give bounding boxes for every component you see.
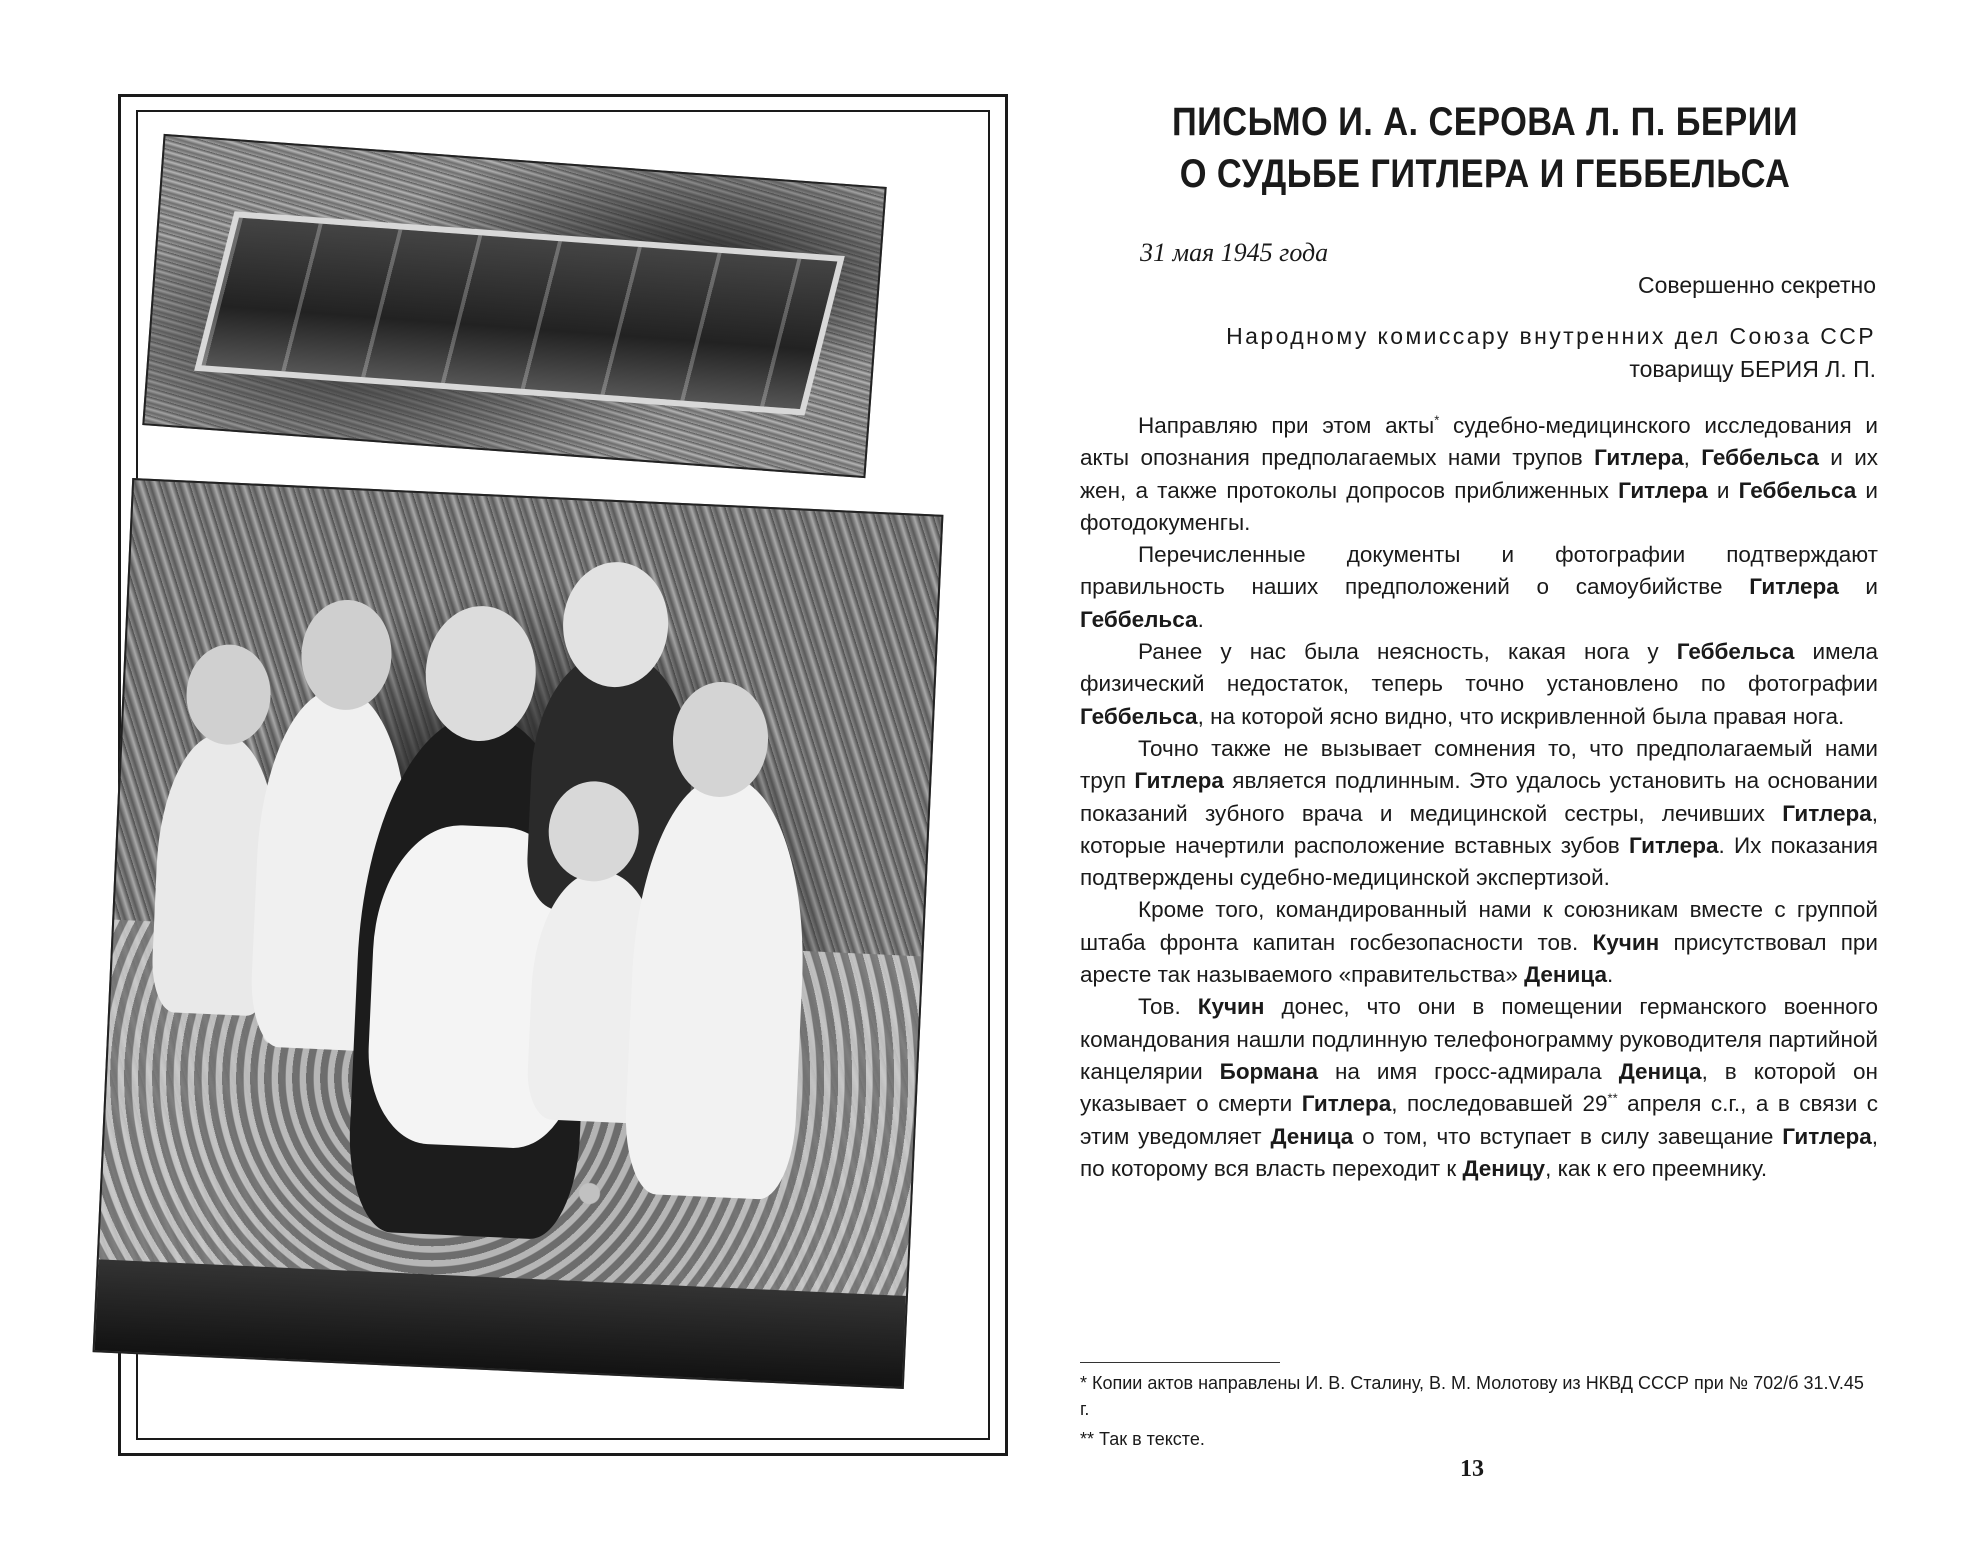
bold-name: Геббельса: [1738, 477, 1857, 503]
figure-mother-head: [423, 604, 539, 744]
text-run: имела физический недостаток, теперь точно установлено по фотографии: [1080, 639, 1878, 697]
body-paragraph: [1080, 636, 1878, 733]
bold-name: Геббельса: [1701, 445, 1819, 471]
bold-name: Гитлера: [1134, 768, 1224, 794]
footnote-mark: **: [1607, 1090, 1618, 1106]
bold-name: Деница: [1524, 962, 1607, 988]
bold-name: Деницу: [1462, 1155, 1546, 1181]
bold-name: Гитлера: [1594, 445, 1684, 471]
document-title: [1120, 96, 1851, 200]
bold-name: Гитлера: [1618, 477, 1708, 503]
text-run: присутствовал при аресте так называемого «правительства»: [1080, 929, 1879, 988]
text-run: о том, что вступает в силу завещание: [1353, 1123, 1783, 1149]
text-run: , в которой он указывает о смерти: [1080, 1058, 1878, 1117]
text-run: .: [1197, 606, 1204, 632]
body-paragraph: [1080, 733, 1878, 894]
bold-name: Гитлера: [1628, 832, 1719, 858]
bold-name: Деница: [1270, 1123, 1354, 1149]
footnote-1: * Копии актов направлены И. В. Сталину, В. М. Молотову из НКВД СССР при № 702/б 31.V.45 г.: [1080, 1373, 1864, 1419]
addressee-line-1: Народному комиссару внутренних дел Союза ССР: [1226, 323, 1876, 349]
bold-name: Гитлера: [1782, 1123, 1872, 1149]
text-run: Ранее у нас была неясность, какая нога у: [1138, 639, 1677, 665]
photo-family-portrait: [93, 478, 944, 1389]
text-run: и фотодокуменгы.: [1080, 477, 1879, 535]
bold-name: Кучин: [1592, 929, 1660, 955]
text-run: ,: [1683, 445, 1702, 471]
body-paragraph: [1080, 991, 1878, 1185]
text-run: Кроме того, командированный нами к союзникам вместе с группой штаба фронта капитан госбезопасности тов.: [1080, 897, 1878, 955]
text-run: и: [1707, 477, 1739, 503]
addressee-line-2: товарищу БЕРИЯ Л. П.: [1629, 356, 1876, 382]
classification-stamp: Совершенно секретно: [1638, 272, 1876, 298]
title-line-2: О СУДЬБЕ ГИТЛЕРА И ГЕББЕЛЬСА: [1179, 152, 1791, 196]
bold-name: Геббельса: [1676, 639, 1795, 665]
text-run: , которые начертили расположение вставных зубов: [1080, 800, 1878, 858]
bold-name: Кучин: [1197, 994, 1265, 1020]
text-run: Направляю при этом акты: [1138, 413, 1435, 438]
text-run: на имя гросс-адмирала: [1317, 1058, 1619, 1084]
letter-date: 31 мая 1945 года: [1140, 238, 1329, 267]
text-run: Перечисленные документы и фотографии подтверждают правильность наших предположений о самоубийстве: [1080, 542, 1878, 600]
text-run: , по которому вся власть переходит к: [1080, 1123, 1878, 1181]
text-run: , на которой ясно видно, что искривленной была правая нога.: [1197, 703, 1845, 729]
footnote-divider: [1080, 1362, 1280, 1363]
crate-shape: [194, 211, 845, 415]
addressee-block: [1046, 320, 1876, 386]
footnotes: [1080, 1370, 1878, 1456]
text-run: и их жен, а также протоколы допросов приближенных: [1080, 445, 1879, 503]
bold-name: Гитлера: [1749, 574, 1839, 600]
bold-name: Геббельса: [1080, 703, 1198, 729]
text-run: Тов.: [1138, 994, 1198, 1020]
text-run: апреля с.г., а в связи с этим уведомляет: [1080, 1091, 1879, 1149]
text-run: Точно также не вызывает сомнения то, что предполагаемый нами труп: [1080, 735, 1878, 794]
text-run: , как к его преемнику.: [1545, 1155, 1768, 1181]
bold-name: Деница: [1618, 1058, 1702, 1084]
text-run: донес, что они в помещении германского военного командования нашли подлинную телефонограмму руководителя партийной канцелярии: [1080, 994, 1878, 1084]
text-run: и: [1838, 574, 1878, 600]
page-number: 13: [1460, 1456, 1484, 1482]
text-run: .: [1606, 962, 1614, 988]
body-paragraph: [1080, 894, 1878, 991]
text-run: судебно-медицинского исследования и акты опознания предполагаемых нами трупов: [1080, 413, 1878, 471]
footnote-2: ** Так в тексте.: [1080, 1429, 1205, 1449]
bold-name: Бормана: [1219, 1058, 1318, 1084]
text-run: . Их показания подтверждены судебно-медицинской экспертизой.: [1080, 832, 1878, 891]
figure-child-2-head: [299, 598, 394, 712]
photo-wooden-crate: [142, 134, 886, 478]
footnote-mark: *: [1434, 412, 1440, 428]
body-paragraph: [1080, 539, 1878, 636]
bold-name: Геббельса: [1080, 606, 1198, 632]
bold-name: Гитлера: [1301, 1091, 1392, 1117]
title-line-1: ПИСЬМО И. А. СЕРОВА Л. П. БЕРИИ: [1172, 100, 1798, 144]
text-run: является подлинным. Это удалось установить на основании показаний зубного врача и медицинской сестры, лечивших: [1080, 768, 1878, 826]
figure-child-1-head: [184, 643, 272, 747]
letter-body: [1080, 410, 1878, 1185]
bold-name: Гитлера: [1782, 800, 1872, 826]
body-paragraph: [1080, 410, 1878, 539]
text-run: , последовавшей 29: [1391, 1091, 1608, 1117]
